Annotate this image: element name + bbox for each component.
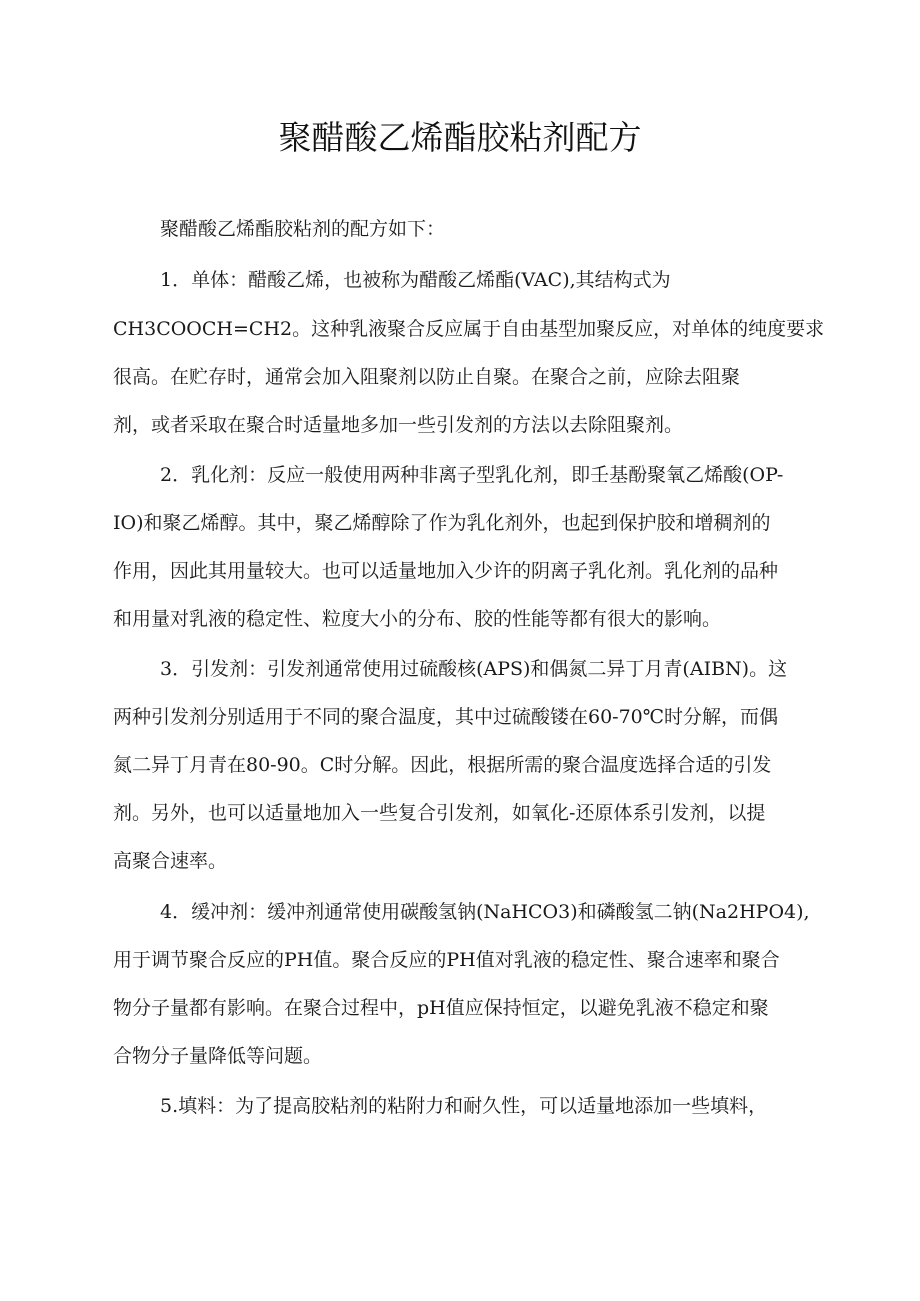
text-line: 4．缓冲剂：缓冲剂通常使用碳酸氢钠(NaHCO3)和磷酸氢二钠(Na2HPO4), xyxy=(160,901,810,923)
text-line: IO)和聚乙烯醇。其中，聚乙烯醇除了作为乳化剂外，也起到保护胶和增稠剂的 xyxy=(113,512,771,534)
intro-line: 聚醋酸乙烯酯胶粘剂的配方如下： xyxy=(160,218,446,240)
text-line: 高聚合速率。 xyxy=(113,850,228,872)
document-title: 聚醋酸乙烯酯胶粘剂配方 xyxy=(278,118,642,157)
text-line: 用于调节聚合反应的PH值。聚合反应的PH值对乳液的稳定性、聚合速率和聚合 xyxy=(113,949,780,971)
text-line: 很高。在贮存时，通常会加入阻聚剂以防止自聚。在聚合之前，应除去阻聚 xyxy=(113,366,741,388)
text-line: 和用量对乳液的稳定性、粒度大小的分布、胶的性能等都有很大的影响。 xyxy=(113,608,722,630)
text-line: 5.填料：为了提高胶粘剂的粘附力和耐久性，可以适量地添加一些填料， xyxy=(160,1095,768,1117)
text-line: 物分子量都有影响。在聚合过程中，pH值应保持恒定，以避免乳液不稳定和聚 xyxy=(113,997,769,1019)
text-line: 两种引发剂分别适用于不同的聚合温度，其中过硫酸镂在60-70℃时分解，而偶 xyxy=(113,706,779,728)
text-line: 作用，因此其用量较大。也可以适量地加入少许的阴离子乳化剂。乳化剂的品种 xyxy=(113,560,779,582)
text-line: 氮二异丁月青在80-90。C时分解。因此，根据所需的聚合温度选择合适的引发 xyxy=(113,754,772,776)
text-line: 2．乳化剂：反应一般使用两种非离子型乳化剂，即壬基酚聚氧乙烯酸(OP- xyxy=(160,464,784,486)
text-line: 合物分子量降低等问题。 xyxy=(113,1045,323,1067)
text-line: 1．单体：醋酸乙烯，也被称为醋酸乙烯酯(VAC),其结构式为 xyxy=(160,269,671,291)
text-line: 3．引发剂：引发剂通常使用过硫酸核(APS)和偶氮二异丁月青(AIBN)。这 xyxy=(160,658,788,680)
text-line: 剂。另外，也可以适量地加入一些复合引发剂，如氧化-还原体系引发剂，以提 xyxy=(113,802,766,824)
text-line: CH3COOCH=CH2。这种乳液聚合反应属于自由基型加聚反应，对单体的纯度要求 xyxy=(113,318,825,340)
text-line: 剂，或者采取在聚合时适量地多加一些引发剂的方法以去除阻聚剂。 xyxy=(113,414,684,436)
